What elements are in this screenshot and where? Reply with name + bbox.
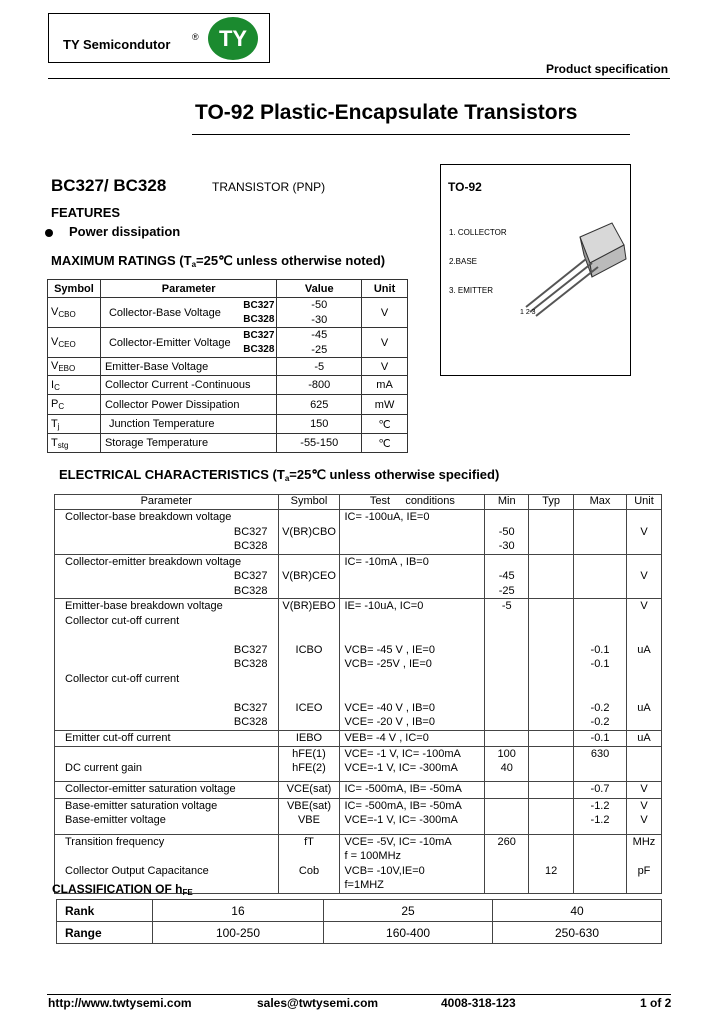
table-row — [55, 599, 662, 731]
table-header: Unit — [362, 280, 408, 298]
table-row — [48, 358, 408, 376]
table-header: Value — [277, 280, 362, 298]
min-cell: 100 40 — [485, 746, 529, 781]
unit-cell: MHz pF — [626, 834, 661, 893]
header-rule — [48, 78, 670, 79]
range-cell: 250-630 — [493, 922, 662, 944]
table-row — [48, 328, 408, 358]
table-row — [55, 781, 662, 798]
max-cell — [574, 554, 627, 599]
symbol-cell: V(BR)CEO — [278, 554, 340, 599]
package-name: TO-92 — [448, 180, 482, 194]
min-cell: -5 — [485, 599, 529, 731]
max-cell — [574, 510, 627, 555]
symbol-cell: $T_j$ — [48, 415, 101, 434]
parameter-cell: Storage Temperature — [100, 434, 276, 453]
unit-cell: V — [626, 510, 661, 555]
website-link[interactable]: http://www.twtysemi.com — [48, 996, 192, 1010]
value-cell: -800 — [277, 376, 362, 395]
symbol-cell: fT Cob — [278, 834, 340, 893]
max-cell: -0.7 — [574, 781, 627, 798]
unit-cell: V — [362, 328, 408, 358]
symbol-cell: $I_C$ — [48, 376, 101, 395]
max-ratings-table — [47, 279, 408, 453]
page-title: TO-92 Plastic-Encapsulate Transistors — [195, 101, 578, 124]
unit-cell: uA — [626, 730, 661, 746]
footer-rule — [47, 994, 671, 995]
part-type: TRANSISTOR (PNP) — [212, 180, 326, 194]
table-header: Typ — [529, 495, 574, 510]
symbol-cell: $V_{CEO}$ — [48, 328, 101, 358]
classification-table — [56, 899, 662, 944]
unit-cell: V — [626, 554, 661, 599]
table-header: Symbol — [48, 280, 101, 298]
email-link[interactable]: sales@twtysemi.com — [257, 996, 379, 1010]
param-cell: Emitter cut-off current — [55, 730, 279, 746]
pin-numbers: 1 2 3 — [520, 309, 536, 316]
range-cell: 100-250 — [152, 922, 323, 944]
value-cell: 625 — [277, 395, 362, 415]
table-row — [48, 395, 408, 415]
table-row — [55, 798, 662, 834]
symbol-cell: V(BR)EBO ICBO ICEO — [278, 599, 340, 731]
min-cell: -50 -30 — [485, 510, 529, 555]
symbol-cell: VCE(sat) — [278, 781, 340, 798]
parameter-cell: Collector Power Dissipation — [100, 395, 276, 415]
typ-cell — [529, 781, 574, 798]
unit-cell — [626, 746, 661, 781]
pin-label: 2.BASE — [449, 257, 478, 266]
value-cell: -45 -25 — [277, 328, 362, 358]
value-cell: -55-150 — [277, 434, 362, 453]
symbol-cell: $T_{stg}$ — [48, 434, 101, 453]
range-cell: 160-400 — [324, 922, 493, 944]
cond-cell: IC= -500mA, IB= -50mA — [340, 781, 485, 798]
table-row — [48, 415, 408, 434]
unit-cell: V — [362, 298, 408, 328]
cond-cell: VEB= -4 V , IC=0 — [340, 730, 485, 746]
electrical-characteristics-table — [54, 494, 662, 894]
parameter-cell: Emitter-Base Voltage — [100, 358, 276, 376]
product-specification-label: Product specification — [546, 62, 669, 76]
table-row — [48, 434, 408, 453]
unit-cell: ℃ — [362, 415, 408, 434]
param-cell: Emitter-base breakdown voltage Collector cut-off current BC327 BC328 Collector cut-off current BC327 BC328 — [55, 599, 279, 731]
table-row — [55, 510, 662, 555]
typ-cell — [529, 730, 574, 746]
max-cell: -0.1 -0.1 -0.2 -0.2 — [574, 599, 627, 731]
min-cell: 260 — [485, 834, 529, 893]
unit-cell: mA — [362, 376, 408, 395]
typ-cell — [529, 554, 574, 599]
row-label: Range — [57, 922, 153, 944]
cond-cell: IC= -10mA , IB=0 — [340, 554, 485, 599]
symbol-cell: VBE(sat) VBE — [278, 798, 340, 834]
unit-cell: V V — [626, 798, 661, 834]
cond-cell: VCE= -5V, IC= -10mA f = 100MHz VCB= -10V,IE=0 f=1MHZ — [340, 834, 485, 893]
min-cell — [485, 730, 529, 746]
table-row — [55, 746, 662, 781]
table-header: Parameter — [100, 280, 276, 298]
min-cell — [485, 781, 529, 798]
max-cell: 630 — [574, 746, 627, 781]
param-cell: Base-emitter saturation voltage Base-emitter voltage — [55, 798, 279, 834]
parameter-cell: Collector-Emitter Voltage BC327 BC328 — [100, 328, 276, 358]
table-row — [55, 554, 662, 599]
rank-cell: 25 — [324, 900, 493, 922]
feature-item: Power dissipation — [69, 224, 181, 239]
table-row — [48, 376, 408, 395]
parameter-cell: Collector-Base Voltage BC327 BC328 — [100, 298, 276, 328]
unit-cell: ℃ — [362, 434, 408, 453]
symbol-cell: $V_{CBO}$ — [48, 298, 101, 328]
symbol-cell: $V_{EBO}$ — [48, 358, 101, 376]
classification-title: CLASSIFICATION OF $h_{FE}$ — [52, 882, 193, 897]
pin-label: 3. EMITTER — [449, 286, 494, 295]
cond-cell: IE= -10uA, IC=0 VCB= -45 V , IE=0 VCB= -25V , IE=0 VCE= -40 V , IB=0 VCE= -20 V , IB=0 — [340, 599, 485, 731]
max-ratings-title: MAXIMUM RATINGS ($T_a=25℃$ unless otherwise noted) — [51, 253, 386, 269]
typ-cell — [529, 798, 574, 834]
company-logo: TY — [208, 17, 258, 60]
unit-cell: mW — [362, 395, 408, 415]
value-cell: -50 -30 — [277, 298, 362, 328]
table-header: Symbol — [278, 495, 340, 510]
table-header: Min — [485, 495, 529, 510]
table-header: Max — [574, 495, 627, 510]
table-row — [57, 900, 662, 922]
table-header: Unit — [626, 495, 661, 510]
cond-cell: IC= -100uA, IE=0 — [340, 510, 485, 555]
min-cell — [485, 798, 529, 834]
min-cell: -45 -25 — [485, 554, 529, 599]
table-header: Parameter — [55, 495, 279, 510]
param-cell: DC current gain — [55, 746, 279, 781]
typ-cell — [529, 746, 574, 781]
phone-number: 4008-318-123 — [441, 996, 516, 1010]
param-cell: Collector-emitter saturation voltage — [55, 781, 279, 798]
bullet-icon — [45, 229, 53, 237]
max-cell — [574, 834, 627, 893]
param-cell: Collector-emitter breakdown voltage BC327 BC328 — [55, 554, 279, 599]
symbol-cell: IEBO — [278, 730, 340, 746]
unit-cell: V — [362, 358, 408, 376]
param-cell: Collector-base breakdown voltage BC327 BC328 — [55, 510, 279, 555]
table-row — [55, 730, 662, 746]
value-cell: -5 — [277, 358, 362, 376]
rank-cell: 40 — [493, 900, 662, 922]
symbol-cell: $P_C$ — [48, 395, 101, 415]
registered-mark: ® — [192, 32, 199, 42]
to92-package-drawing — [512, 215, 627, 325]
param-cell: Transition frequency Collector Output Capacitance — [55, 834, 279, 893]
pin-label: 1. COLLECTOR — [449, 228, 507, 237]
typ-cell — [529, 510, 574, 555]
page-number: 1 of 2 — [640, 996, 672, 1010]
symbol-cell: V(BR)CBO — [278, 510, 340, 555]
table-row — [57, 922, 662, 944]
unit-cell: V uA uA — [626, 599, 661, 731]
table-header: Test conditions — [340, 495, 485, 510]
rank-cell: 16 — [152, 900, 323, 922]
company-name: TY Semicondutor — [63, 37, 171, 52]
max-cell: -1.2 -1.2 — [574, 798, 627, 834]
part-number: BC327/ BC328 — [51, 176, 167, 195]
parameter-cell: Collector Current -Continuous — [100, 376, 276, 395]
cond-cell: IC= -500mA, IB= -50mA VCE=-1 V, IC= -300mA — [340, 798, 485, 834]
typ-cell: 12 — [529, 834, 574, 893]
features-heading: FEATURES — [51, 205, 121, 220]
cond-cell: VCE= -1 V, IC= -100mA VCE=-1 V, IC= -300mA — [340, 746, 485, 781]
symbol-cell: hFE(1) hFE(2) — [278, 746, 340, 781]
parameter-cell: Junction Temperature — [100, 415, 276, 434]
title-underline — [192, 134, 630, 135]
typ-cell — [529, 599, 574, 731]
unit-cell: V — [626, 781, 661, 798]
table-row — [48, 298, 408, 328]
row-label: Rank — [57, 900, 153, 922]
value-cell: 150 — [277, 415, 362, 434]
max-cell: -0.1 — [574, 730, 627, 746]
electrical-characteristics-title: ELECTRICAL CHARACTERISTICS ($T_a=25℃$ unless otherwise specified) — [59, 467, 500, 483]
